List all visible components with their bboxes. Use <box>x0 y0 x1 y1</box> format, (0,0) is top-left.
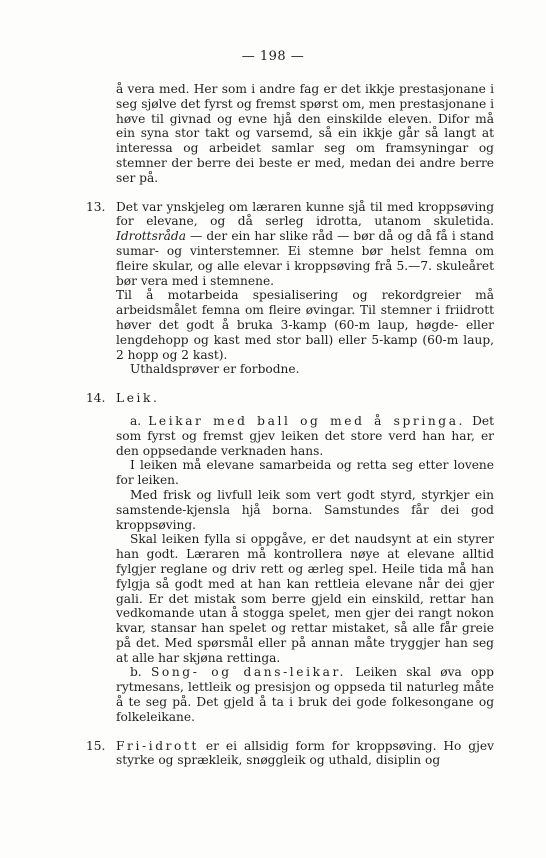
subsection-b <box>116 665 494 724</box>
sub-title: Leikar med ball og med å springa. <box>148 413 466 428</box>
paragraph-text: er ei allsidig form for kroppsøving. Ho gjev styrke og sprækleik, snøggleik og uthald, disiplin og <box>116 738 494 768</box>
paragraph-text: Leiken skal øva opp rytmesans, lettleik og presisjon og oppseda til naturleg måte å te seg på. Det gjeld å ta i bruk dei gode folkesongane og folkeleikane. <box>116 665 494 724</box>
continuation-paragraph: å vera med. Her som i andre fag er det ikkje prestasjonane i seg sjølve det fyrst og fremst spørst om, men prestasjonane i høve til givnad og evne hjå den einskilde eleven. Difor må ein syna stor takt og varsemd, så ein ikkje går så langt at interessa og arbeidet samlar seg om framsyningar og stemner der berre dei beste er med, medan dei andre berre ser på. <box>116 82 494 185</box>
sub-label: a. <box>130 413 142 428</box>
sub-title: Song- og dans-leikar. <box>150 665 347 680</box>
item-14 <box>86 391 494 725</box>
paragraph: Uthaldsprøver er forbodne. <box>130 362 300 377</box>
section-heading: Leik. <box>116 391 160 406</box>
item-number: 14. <box>86 391 106 406</box>
item-number: 13. <box>86 199 106 214</box>
paragraph-text: — der ein har slike råd — bør då og då få i stand sumar- og vinterstemner. Ei stemne bør helst femna om fleire skular, og alle elevar i kroppsøving frå 5.—7. skuleåret bør vera med i stemnene. <box>116 229 494 288</box>
paragraph-text: Det som fyrst og fremst gjev leiken det store verd han har, er den oppsedande verknaden hans. <box>116 413 494 458</box>
sub-label: b. <box>130 665 142 680</box>
paragraph <box>116 739 494 769</box>
paragraph: I leiken må elevane samarbeida og retta seg etter lovene for leiken. <box>116 458 494 488</box>
sub-title: Fri-idrott <box>116 738 199 753</box>
subsection-a <box>116 414 494 458</box>
paragraph: Til å motarbeida spesialisering og rekordgreier må arbeidsmålet femna om fleire øvingar. Til stemner i friidrott høver det godt å bruka 3-kamp (60-m laup, høgde- eller lengdehopp og kast med stor ball) eller 5-kamp (60-m laup, 2 hopp og 2 kast). <box>116 288 494 362</box>
item-15 <box>86 738 494 769</box>
paragraph <box>116 200 494 289</box>
paragraph: Skal leiken fylla si oppgåve, er det naudsynt at ein styrer han godt. Læraren må kontrollera nøye at elevane alltid fylgjer reglane og driv rett og ærleg spel. Heile tida må han fylgja så godt med at han kan rettleia elevane når dei gjer gali. Er det mistak som berre gjeld ein einskild, rettar han vedkomande utan å stogga spelet, men gjer dei rangt nokon kvar, stansar han spelet og rettar mistaket, så alle får greie på det. Med spørsmål eller på annan måte tryggjer han seg at alle har skjøna rettinga. <box>116 532 494 665</box>
italic-term: Idrottsråda <box>116 229 186 244</box>
item-13 <box>86 199 494 378</box>
page-number: — 198 — <box>241 49 305 64</box>
body-text <box>86 82 494 768</box>
item-number: 15. <box>86 738 106 753</box>
paragraph: Med frisk og livfull leik som vert godt styrd, styrkjer ein samstende-kjensla hjå borna. Samstundes får dei god kroppsøving. <box>116 487 494 532</box>
paragraph-text: Det var ynskjeleg om læraren kunne sjå til med kroppsøving for elevane, og då serleg idrotta, utanom skuletida. <box>116 199 494 229</box>
